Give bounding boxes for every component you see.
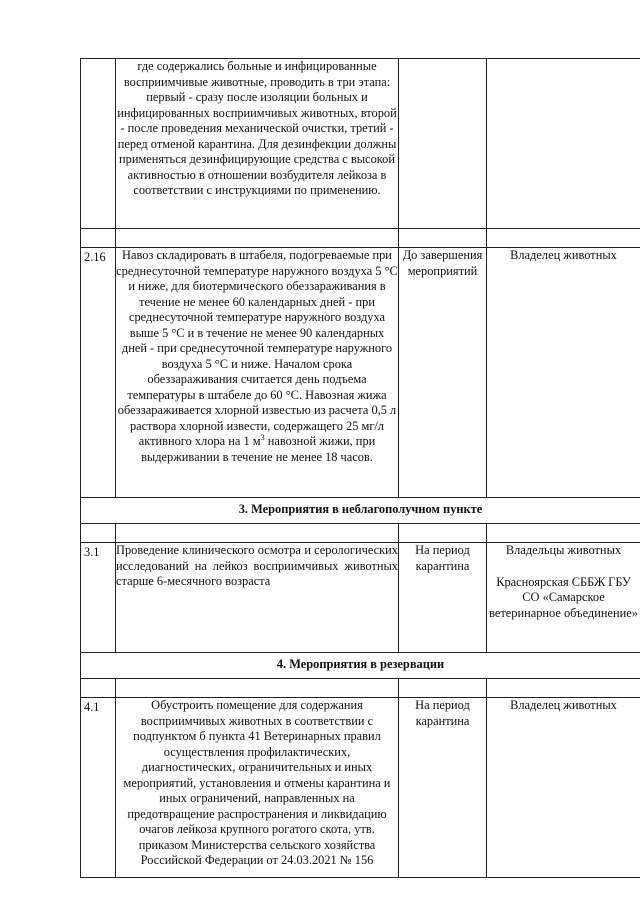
table-row [81,248,640,498]
row-number: 3.1 [81,543,116,653]
responsible-owner: Владельцы животных [505,543,622,557]
measure-text: Проведение клинического осмотра и серологических исследований на лейкоз восприимчивых животных старше 6-месячного возраста [116,543,399,653]
responsible-text [487,59,640,229]
measure-text [116,248,399,498]
section-title: 3. Мероприятия в неблагополучном пункте [81,498,640,524]
row-number: 4.1 [81,698,116,878]
responsible-text: Владелец животных [487,698,640,878]
measure-text: где содержались больные и инфицированные восприимчивые животные, проводить в три этапа: первый - сразу после изоляции больных и инфицированных восприимчивых животных, второй - после проведения механической очистки, третий - перед отменой карантина. Для дезинфекции должны применяться дезинфицирующие средства с высокой активностью в отношении возбудителя лейкоза в соответствии с инструкциями по применению. [116,59,399,229]
measure-text: Обустроить помещение для содержания восприимчивых животных в соответствии с подпунктом б пункта 41 Ветеринарных правил осуществления профилактических, диагностических, ограничительных и иных мероприятий, установления и отмены карантина и иных ограничений, направленных на предотвращение распространения и ликвидацию очагов лейкоза крупного рогатого скота, утв. приказом Министерства сельского хозяйства Российской Федерации от 24.03.2021 № 156 [116,698,399,878]
table-row-spacer [81,524,640,543]
section-header-row [81,653,640,679]
table-row-spacer [81,679,640,698]
term-text [399,59,487,229]
measure-text-part: навозной жижи, при выдерживании в течение не менее 18 часов. [141,434,376,464]
responsible-text [487,543,640,653]
row-number: 2.16 [81,248,116,498]
term-text: До завершения мероприятий [399,248,487,498]
superscript: 3 [260,432,265,442]
table-row [81,543,640,653]
term-text: На период карантина [399,698,487,878]
measure-text-part: Навоз складировать в штабеля, подогреваемые при среднесуточной температуре наружного воздуха 5 °C и ниже, для биотермического обеззараживания в течение не менее 60 календарных дней - при среднесуточной температуре наружного воздуха выше 5 °C и в течение не менее 90 календарных дней - при среднесуточной температуре наружного воздуха 5 °C и ниже. Началом срока обеззараживания считается день подъема температуры в штабеле до 60 °C. Навозная жижа обеззараживается хлорной известью из расчета 0,5 л раствора хлорной извести, содержащего 25 мг/л активного хлора на 1 м [116,248,398,448]
table-row [81,698,640,878]
section-header-row [81,498,640,524]
section-title: 4. Мероприятия в резервации [81,653,640,679]
responsible-station: Красноярская СББЖ ГБУ СО «Самарское ветеринарное объединение» [489,574,638,620]
measures-table [80,58,640,878]
table-row-spacer [81,229,640,248]
responsible-text: Владелец животных [487,248,640,498]
row-number [81,59,116,229]
term-text: На период карантина [399,543,487,653]
table-row [81,59,640,229]
